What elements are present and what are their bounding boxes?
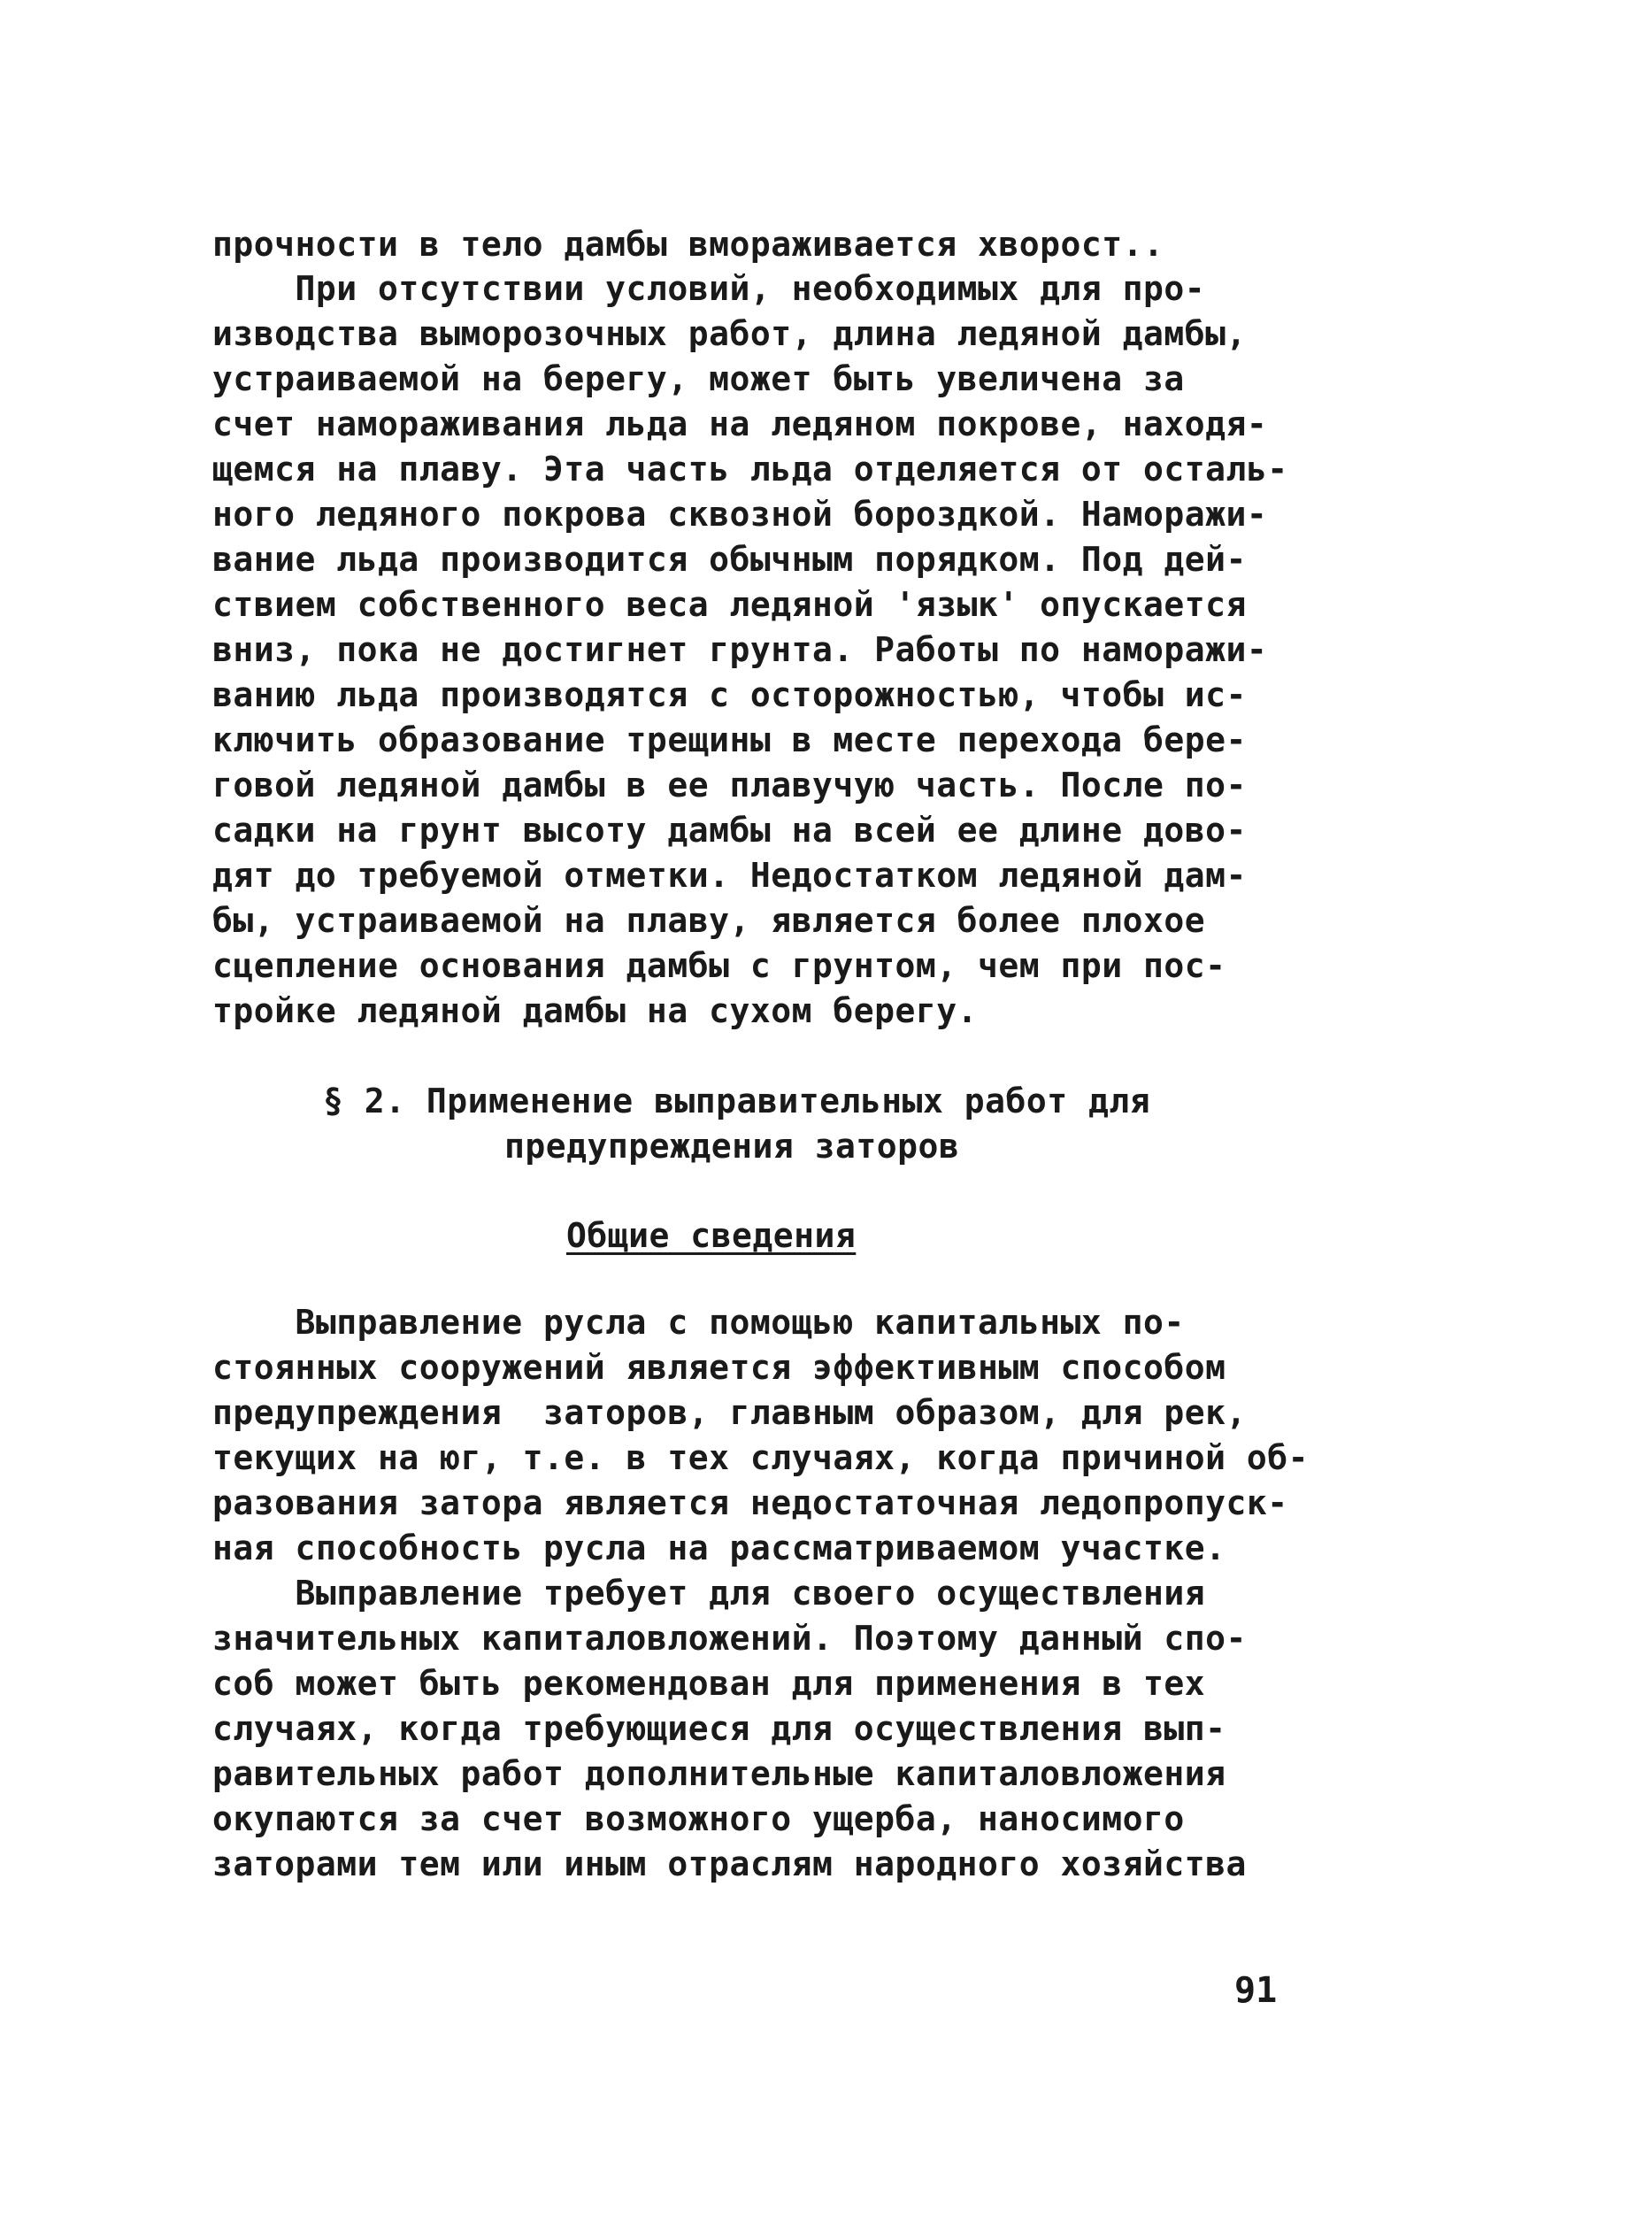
text-line: вниз, пока не достигнет грунта. Работы по наморажи- bbox=[212, 630, 1268, 669]
text-line: случаях, когда требующиеся для осуществления вып- bbox=[212, 1709, 1226, 1748]
text-line: дят до требуемой отметки. Недостатком ледяной дам- bbox=[212, 856, 1247, 895]
text-line: ключить образование трещины в месте перехода бере- bbox=[212, 720, 1247, 759]
text-line: ная способность русла на рассматриваемом участке. bbox=[212, 1528, 1226, 1567]
text-line: бы, устраиваемой на плаву, является более плохое bbox=[212, 901, 1206, 940]
text-line: окупаются за счет возможного ущерба, наносимого bbox=[212, 1799, 1185, 1838]
text-line: говой ледяной дамбы в ее плавучую часть. После по- bbox=[212, 766, 1247, 805]
subsection-heading: Общие сведения bbox=[566, 1216, 857, 1255]
page-number: 91 bbox=[1234, 1970, 1278, 2011]
text-line: ванию льда производятся с осторожностью, чтобы ис- bbox=[212, 675, 1247, 714]
text-line: равительных работ дополнительные капиталовложения bbox=[212, 1754, 1226, 1793]
text-line: счет намораживания льда на ледяном покрове, находя- bbox=[212, 404, 1268, 443]
text-line: садки на грунт высоту дамбы на всей ее длине дово- bbox=[212, 811, 1247, 850]
section-heading-line-1: § 2. Применение выправительных работ для bbox=[323, 1082, 1151, 1120]
section-heading-line-2: предупреждения заторов bbox=[504, 1127, 960, 1166]
text-line: прочности в тело дамбы вмораживается хворост.. bbox=[212, 225, 1164, 264]
text-line: устраиваемой на берегу, может быть увеличена за bbox=[212, 359, 1185, 398]
text-line: значительных капиталовложений. Поэтому данный спо- bbox=[212, 1619, 1247, 1658]
text-line: заторами тем или иным отраслям народного хозяйства bbox=[212, 1844, 1247, 1883]
text-line: Выправление русла с помощью капитальных по- bbox=[212, 1303, 1185, 1342]
text-line: стоянных сооружений является эффективным способом bbox=[212, 1348, 1226, 1387]
text-line: Выправление требует для своего осуществления bbox=[212, 1574, 1206, 1613]
text-line: При отсутствии условий, необходимых для про- bbox=[212, 269, 1206, 308]
text-line: щемся на плаву. Эта часть льда отделяется от осталь- bbox=[212, 450, 1288, 489]
text-line: разования затора является недостаточная ледопропуск- bbox=[212, 1483, 1288, 1522]
text-line: сцепление основания дамбы с грунтом, чем при пос- bbox=[212, 946, 1226, 985]
text-line: ствием собственного веса ледяной 'язык' опускается bbox=[212, 585, 1247, 624]
text-line: тройке ледяной дамбы на сухом берегу. bbox=[212, 991, 978, 1030]
text-line: предупреждения заторов, главным образом, для рек, bbox=[212, 1393, 1247, 1432]
text-line: соб может быть рекомендован для применения в тех bbox=[212, 1664, 1206, 1703]
text-line: ного ледяного покрова сквозной бороздкой. Наморажи- bbox=[212, 495, 1268, 534]
text-line: вание льда производится обычным порядком. Под дей- bbox=[212, 540, 1247, 579]
text-line: изводства выморозочных работ, длина ледяной дамбы, bbox=[212, 314, 1247, 353]
text-line: текущих на юг, т.е. в тех случаях, когда причиной об- bbox=[212, 1438, 1310, 1477]
